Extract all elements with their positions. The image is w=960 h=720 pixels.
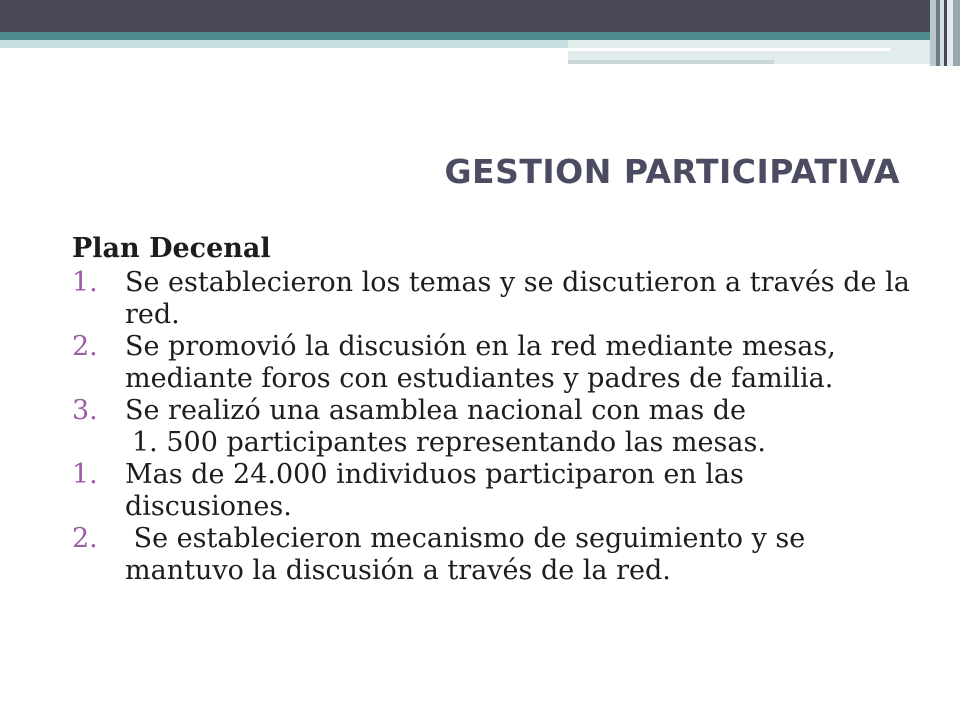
corner-stripe bbox=[953, 0, 960, 66]
list-item-text: Se establecieron los temas y se discutieron a través de la red. bbox=[125, 267, 910, 330]
list-item-number: 3. bbox=[72, 395, 98, 426]
slide-title: GESTION PARTICIPATIVA bbox=[444, 152, 900, 191]
list-item bbox=[72, 459, 912, 523]
header-bar-dark bbox=[0, 0, 930, 32]
list-item bbox=[72, 331, 912, 395]
list-item-text: Mas de 24.000 individuos participaron en las discusiones. bbox=[125, 459, 744, 522]
list-item-number: 2. bbox=[72, 523, 98, 554]
list-item bbox=[72, 523, 912, 587]
header-bar-step-edge bbox=[568, 60, 774, 64]
slide-body bbox=[72, 233, 912, 587]
list-item-text: Se establecieron mecanismo de seguimiento y se mantuvo la discusión a través de la red. bbox=[125, 523, 814, 586]
list-item-text: Se promovió la discusión en la red mediante mesas, mediante foros con estudiantes y padres de familia. bbox=[125, 331, 836, 394]
list-continuation: 1. 500 participantes representando las mesas. bbox=[132, 427, 766, 458]
header-bar-step-highlight bbox=[568, 48, 890, 51]
header-bar-teal bbox=[0, 32, 930, 40]
section-subtitle: Plan Decenal bbox=[72, 233, 271, 264]
list-item bbox=[72, 267, 912, 331]
list-item-text: Se realizó una asamblea nacional con mas de bbox=[125, 395, 747, 426]
list-item bbox=[72, 395, 912, 427]
list-item-number: 2. bbox=[72, 331, 98, 362]
list-item-number: 1. bbox=[72, 267, 98, 298]
list-item-number: 1. bbox=[72, 459, 98, 490]
